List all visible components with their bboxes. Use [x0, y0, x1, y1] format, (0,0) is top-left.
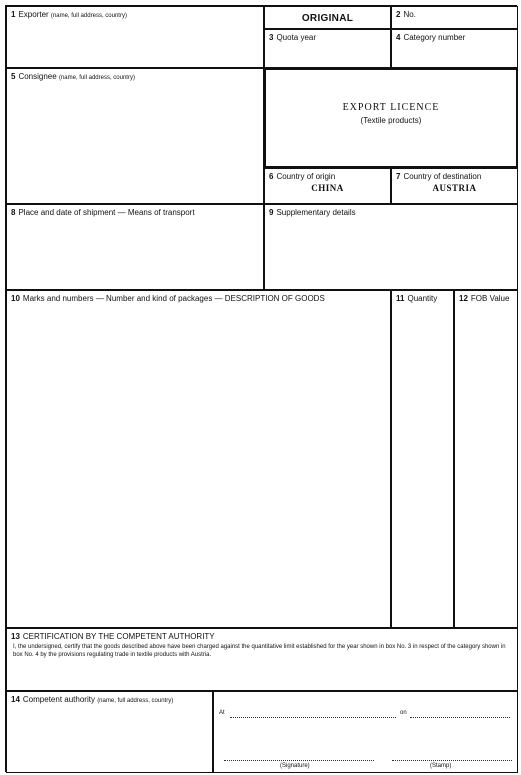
competent-authority-box[interactable] — [6, 691, 213, 773]
country-of-origin-value: CHINA — [311, 183, 344, 193]
original-box — [264, 6, 391, 29]
stamp-line[interactable] — [392, 760, 512, 761]
exporter-label: 1 Exporter (name, full address, country) — [11, 10, 127, 19]
description-of-goods-box[interactable] — [6, 290, 391, 628]
exporter-box[interactable] — [6, 6, 264, 68]
fob-value-box[interactable] — [454, 290, 518, 628]
number-label: 2 No. — [396, 10, 416, 19]
quantity-label: 11 Quantity — [396, 294, 438, 303]
signature-stamp-area — [213, 691, 518, 773]
export-licence-title-box — [264, 68, 518, 168]
description-of-goods-label: 10 Marks and numbers — Number and kind of packages — DESCRIPTION OF GOODS — [11, 294, 325, 303]
country-of-destination-box[interactable] — [391, 168, 518, 204]
supplementary-details-box[interactable] — [264, 204, 518, 290]
quota-year-label: 3 Quota year — [269, 33, 317, 42]
certification-label: 13 CERTIFICATION BY THE COMPETENT AUTHORITY — [11, 632, 215, 641]
quota-year-box[interactable] — [264, 29, 391, 68]
at-label: At — [219, 710, 225, 716]
signature-line[interactable] — [224, 760, 374, 761]
place-field[interactable] — [230, 717, 396, 718]
stamp-caption: (Stamp) — [430, 763, 452, 769]
country-of-origin-box[interactable] — [264, 168, 391, 204]
certification-text: I, the undersigned, certify that the goods described above have been charged against the quantitative limit established for the year shown in box No. 3 in respect of the category shown in box No. 4 by the provisions regulating trade in textile products with Austria. — [13, 644, 506, 658]
document-title: EXPORT LICENCE — [342, 102, 440, 113]
country-of-origin-label: 6 Country of origin — [269, 172, 336, 181]
signature-caption: (Signature) — [280, 763, 310, 769]
export-licence-form — [5, 5, 517, 772]
shipment-label: 8 Place and date of shipment — Means of transport — [11, 208, 195, 217]
category-number-label: 4 Category number — [396, 33, 466, 42]
certification-box — [6, 628, 518, 691]
number-box[interactable] — [391, 6, 518, 29]
competent-authority-label: 14 Competent authority (name, full address, country) — [11, 695, 174, 704]
original-label: ORIGINAL — [301, 13, 354, 24]
shipment-box[interactable] — [6, 204, 264, 290]
supplementary-details-label: 9 Supplementary details — [269, 208, 356, 217]
consignee-box[interactable] — [6, 68, 264, 204]
document-subtitle: (Textile products) — [360, 116, 422, 125]
country-of-destination-label: 7 Country of destination — [396, 172, 482, 181]
quantity-box[interactable] — [391, 290, 454, 628]
consignee-label: 5 Consignee (name, full address, country) — [11, 72, 135, 81]
category-number-box[interactable] — [391, 29, 518, 68]
fob-value-label: 12 FOB Value — [459, 294, 510, 303]
country-of-destination-value: AUSTRIA — [432, 183, 477, 193]
on-label: on — [400, 710, 407, 716]
date-field[interactable] — [410, 717, 510, 718]
